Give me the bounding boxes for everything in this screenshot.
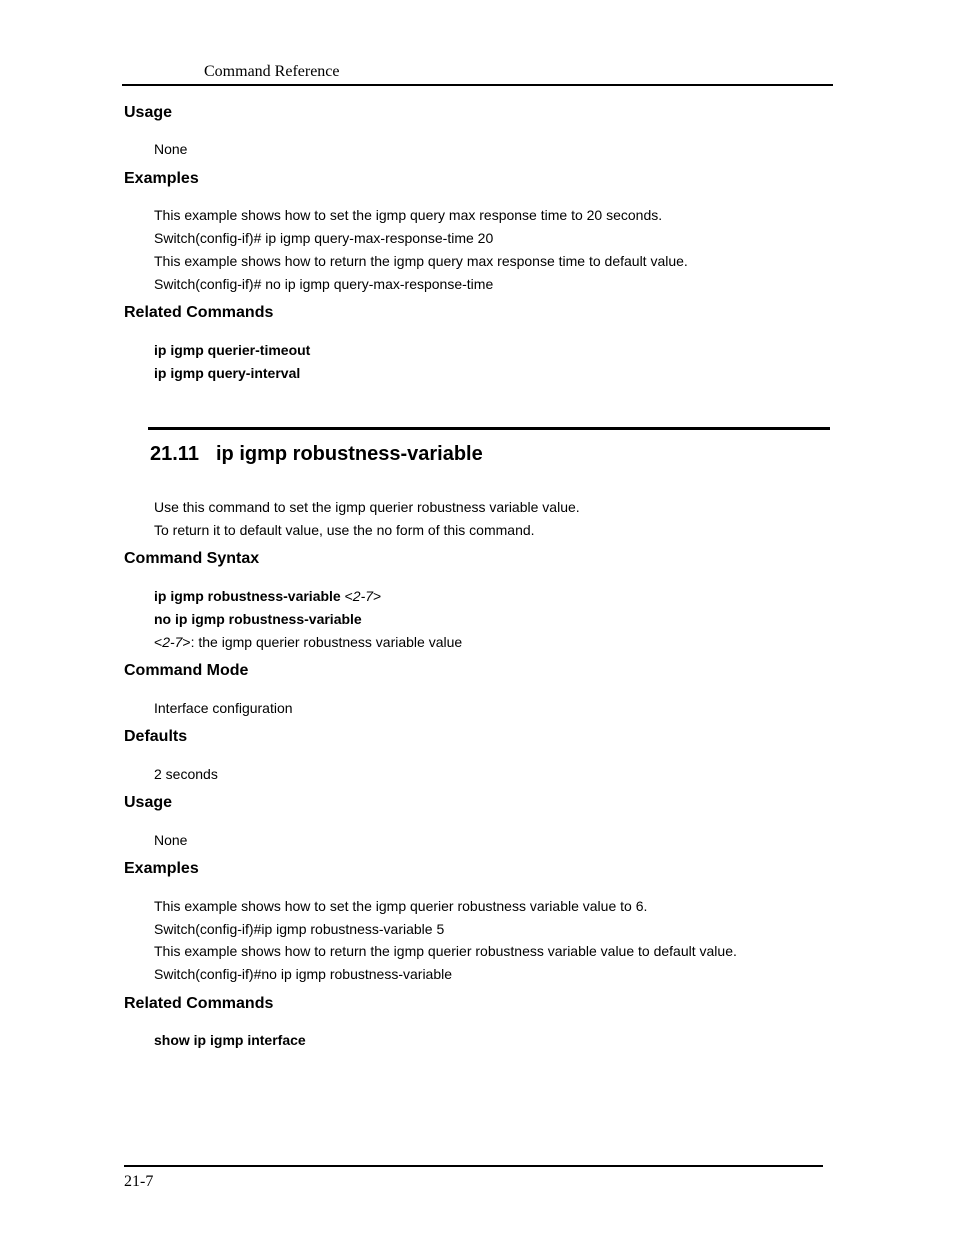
page-number: 21-7 xyxy=(124,1173,154,1190)
section-title: ip igmp robustness-variable xyxy=(216,443,483,465)
example-line: This example shows how to return the igmp querier robustness variable value to default value. xyxy=(154,943,737,959)
param-name: 2-7 xyxy=(162,634,183,650)
related-command: ip igmp querier-timeout xyxy=(154,342,311,358)
example-line: Switch(config-if)#no ip igmp robustness-variable xyxy=(154,966,453,982)
usage-text: None xyxy=(154,832,188,848)
examples-heading: Examples xyxy=(124,170,199,187)
example-line: This example shows how to set the igmp querier robustness variable value to 6. xyxy=(154,898,648,914)
defaults-heading: Defaults xyxy=(124,728,188,745)
description-line: Use this command to set the igmp querier robustness variable value. xyxy=(154,499,580,515)
header-rule xyxy=(122,84,833,86)
examples-heading: Examples xyxy=(124,860,199,877)
related-commands-heading: Related Commands xyxy=(124,995,274,1012)
command-mode-text: Interface configuration xyxy=(154,700,293,716)
syntax-no-form: no ip igmp robustness-variable xyxy=(154,611,362,627)
related-command: show ip igmp interface xyxy=(154,1032,306,1048)
related-commands-heading: Related Commands xyxy=(124,304,274,321)
example-line: Switch(config-if)# ip igmp query-max-response-time 20 xyxy=(154,230,494,246)
description-line: To return it to default value, use the no form of this command. xyxy=(154,522,535,538)
example-line: Switch(config-if)#ip igmp robustness-variable 5 xyxy=(154,921,445,937)
example-line: This example shows how to set the igmp query max response time to 20 seconds. xyxy=(154,207,663,223)
example-line: This example shows how to return the igmp query max response time to default value. xyxy=(154,253,688,269)
usage-text: None xyxy=(154,141,188,157)
syntax-param: 2-7 xyxy=(352,588,374,604)
footer-rule xyxy=(124,1165,823,1167)
syntax-line: ip igmp robustness-variable <2-7> xyxy=(154,588,382,604)
section-number: 21.11 xyxy=(150,443,199,465)
running-header: Command Reference xyxy=(204,63,340,80)
param-description: <2-7>: the igmp querier robustness variable value xyxy=(154,634,463,650)
section-rule xyxy=(148,427,830,430)
related-command: ip igmp query-interval xyxy=(154,365,301,381)
usage-heading: Usage xyxy=(124,104,173,121)
command-mode-heading: Command Mode xyxy=(124,662,249,679)
defaults-text: 2 seconds xyxy=(154,766,218,782)
example-line: Switch(config-if)# no ip igmp query-max-response-time xyxy=(154,276,494,292)
command-syntax-heading: Command Syntax xyxy=(124,550,260,567)
usage-heading: Usage xyxy=(124,794,173,811)
syntax-command: ip igmp robustness-variable xyxy=(154,588,341,604)
